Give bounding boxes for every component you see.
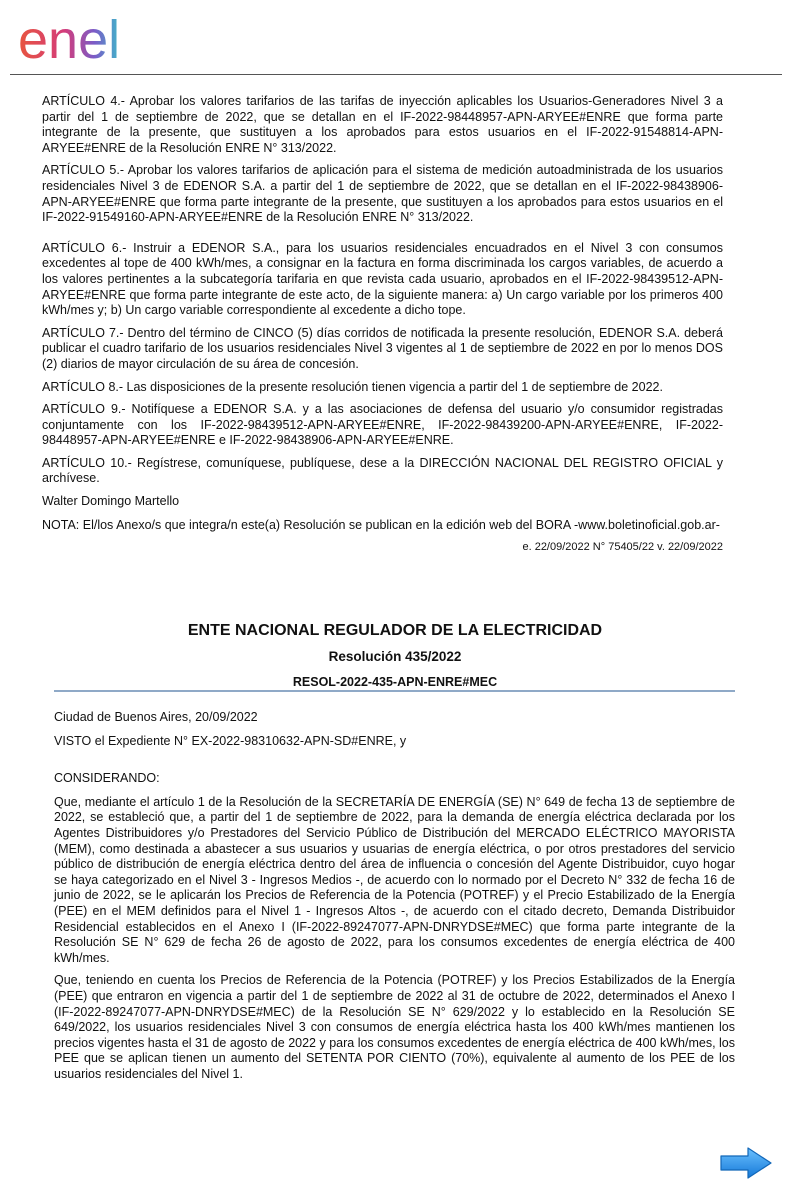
article-9: ARTÍCULO 9.- Notifíquese a EDENOR S.A. y a las asociaciones de defensa del usuario y/o consumidor registradas conjuntamente con los IF-2022-98439512-APN-ARYEE#ENRE, IF-2022-98439200-APN-ARYEE#ENRE, IF-2022-98448957-APN-ARYEE#ENRE e IF-2022-98438906-APN-ARYEE#ENRE. — [42, 402, 723, 448]
considerando-paragraph-1: Que, mediante el artículo 1 de la Resolución de la SECRETARÍA DE ENERGÍA (SE) N° 649 de fecha 13 de septiembre de 2022, se estableció que, a partir del 1 de septiembre de 2022, para la demanda de energía eléctrica declarada por los Agentes Distribuidores y/o Prestadores del Servicio Público de Distribución del MERCADO ELÉCTRICO MAYORISTA (MEM), como destinada a abastecer a sus usuarios y usuarias de energía eléctrica, o por otros prestadores del servicio público de distribución de energía eléctrica dentro del área de influencia o concesión del Agente Distribuidor, cuyo hogar se haya categorizado en el Nivel 3 - Ingresos Medios -, de acuerdo con lo normado por el Decreto N° 332 de fecha 16 de junio de 2022, se le aplicarán los Precios de Referencia de la Potencia (POTREF) y el Precio Estabilizado de la Energía (PEE) en el MEM definidos para el Nivel 1 - Ingresos Altos -, de acuerdo con el citado decreto, Demanda Distribuidor Residencial establecidos en el Anexo I (IF-2022-89247077-APN-DNRYDSE#MEC) que forma parte integrante de la Resolución SE N° 629 de fecha 26 de agosto de 2022, para los consumos excedentes de energía eléctrica de 400 kWh/mes. — [54, 794, 735, 965]
resolution-code: RESOL-2022-435-APN-ENRE#MEC — [292, 675, 498, 689]
article-4: ARTÍCULO 4.- Aprobar los valores tarifarios de las tarifas de inyección aplicables los Usuarios-Generadores Nivel 3 a partir del 1 de septiembre de 2022, que se detallan en el IF-2022-98448957-APN-ARYEE#ENRE que forma parte integrante de la presente, que sustituyen a los aprobados para estos usuarios en el IF-2022-91548814-APN-ARYEE#ENRE de la Resolución ENRE N° 313/2022. — [42, 94, 723, 155]
resolution-title: Resolución 435/2022 — [328, 649, 462, 664]
heading-divider — [54, 690, 735, 692]
annex-note: NOTA: El/los Anexo/s que integra/n este(a) Resolución se publican en la edición web del BORA -www.boletinoficial.gob.ar- — [42, 517, 720, 532]
right-arrow-icon — [718, 1146, 774, 1180]
article-8: ARTÍCULO 8.- Las disposiciones de la presente resolución tienen vigencia a partir del 1 de septiembre de 2022. — [42, 379, 663, 394]
signatory: Walter Domingo Martello — [42, 494, 180, 509]
resolution-body — [54, 710, 735, 1089]
considerando-label: CONSIDERANDO: — [54, 771, 160, 786]
svg-text:enel: enel — [18, 10, 121, 68]
next-page-button[interactable] — [718, 1146, 774, 1180]
resolution-heading — [0, 621, 790, 690]
article-10: ARTÍCULO 10.- Regístrese, comuníquese, publíquese, dese a la DIRECCIÓN NACIONAL DEL REGISTRO OFICIAL y archívese. — [42, 455, 723, 486]
article-6: ARTÍCULO 6.- Instruir a EDENOR S.A., para los usuarios residenciales encuadrados en el Nivel 3 con consumos excedentes al tope de 400 kWh/mes, a consignar en la factura en forma discriminada los cargos variables, de acuerdo a los valores pertinentes a la subcategoría tarifaria en que revista cada usuario, aprobados en el IF-2022-98439512-APN-ARYEE#ENRE que forma parte integrante de este acto, de la siguiente manera: a) Un cargo variable por los primeros 400 kWh/mes y; b) Un cargo variable correspondiente al excedente a dicho tope. — [42, 240, 723, 318]
place-date: Ciudad de Buenos Aires, 20/09/2022 — [54, 710, 258, 724]
header-divider — [10, 74, 782, 75]
considerando-paragraph-2: Que, teniendo en cuenta los Precios de Referencia de la Potencia (POTREF) y los Precios Estabilizados de la Energía (PEE) que entraron en vigencia a partir del 1 de septiembre de 2022 al 31 de octubre de 2022, determinados el Anexo I (IF-2022-89247077-APN-DNRYDSE#MEC) de la Resolución SE N° 629/2022 y lo establecido en la Resolución SE 649/2022, los usuarios residenciales Nivel 3 con consumos de energía eléctrica hasta los 400 kWh/mes mantienen los precios vigentes hasta el 31 de agosto de 2022 y para los consumos excedentes de energía eléctrica de 400 kWh/mes, los PEE que se aplican tienen un aumento del SETENTA POR CIENTO (70%), equivalente al aumento de los PEE de los usuarios residenciales del Nivel 1. — [54, 973, 735, 1081]
enel-logo-graphic — [16, 8, 176, 68]
entity-title: ENTE NACIONAL REGULADOR DE LA ELECTRICIDAD — [187, 622, 603, 639]
previous-resolution-section — [42, 94, 723, 554]
visto: VISTO el Expediente N° EX-2022-98310632-APN-SD#ENRE, y — [54, 733, 407, 748]
article-7: ARTÍCULO 7.- Dentro del término de CINCO (5) días corridos de notificada la presente resolución, EDENOR S.A. deberá publicar el cuadro tarifario de los usuarios residenciales Nivel 3 vigentes al 1 de septiembre de 2022 en por lo menos DOS (2) diarios de mayor circulación de su área de concesión. — [42, 325, 723, 371]
enel-logo — [16, 8, 176, 68]
publication-reference: e. 22/09/2022 N° 75405/22 v. 22/09/2022 — [522, 541, 723, 554]
article-5: ARTÍCULO 5.- Aprobar los valores tarifarios de aplicación para el sistema de medición autoadministrada de los usuarios residenciales Nivel 3 de EDENOR S.A. a partir del 1 de septiembre de 2022, que se detallan en el IF-2022-98438906-APN-ARYEE#ENRE que forma parte integrante de la presente, que sustituyen a los aprobados para estos usuarios en el IF-2022-91549160-APN-ARYEE#ENRE de la Resolución ENRE N° 313/2022. — [42, 163, 723, 225]
